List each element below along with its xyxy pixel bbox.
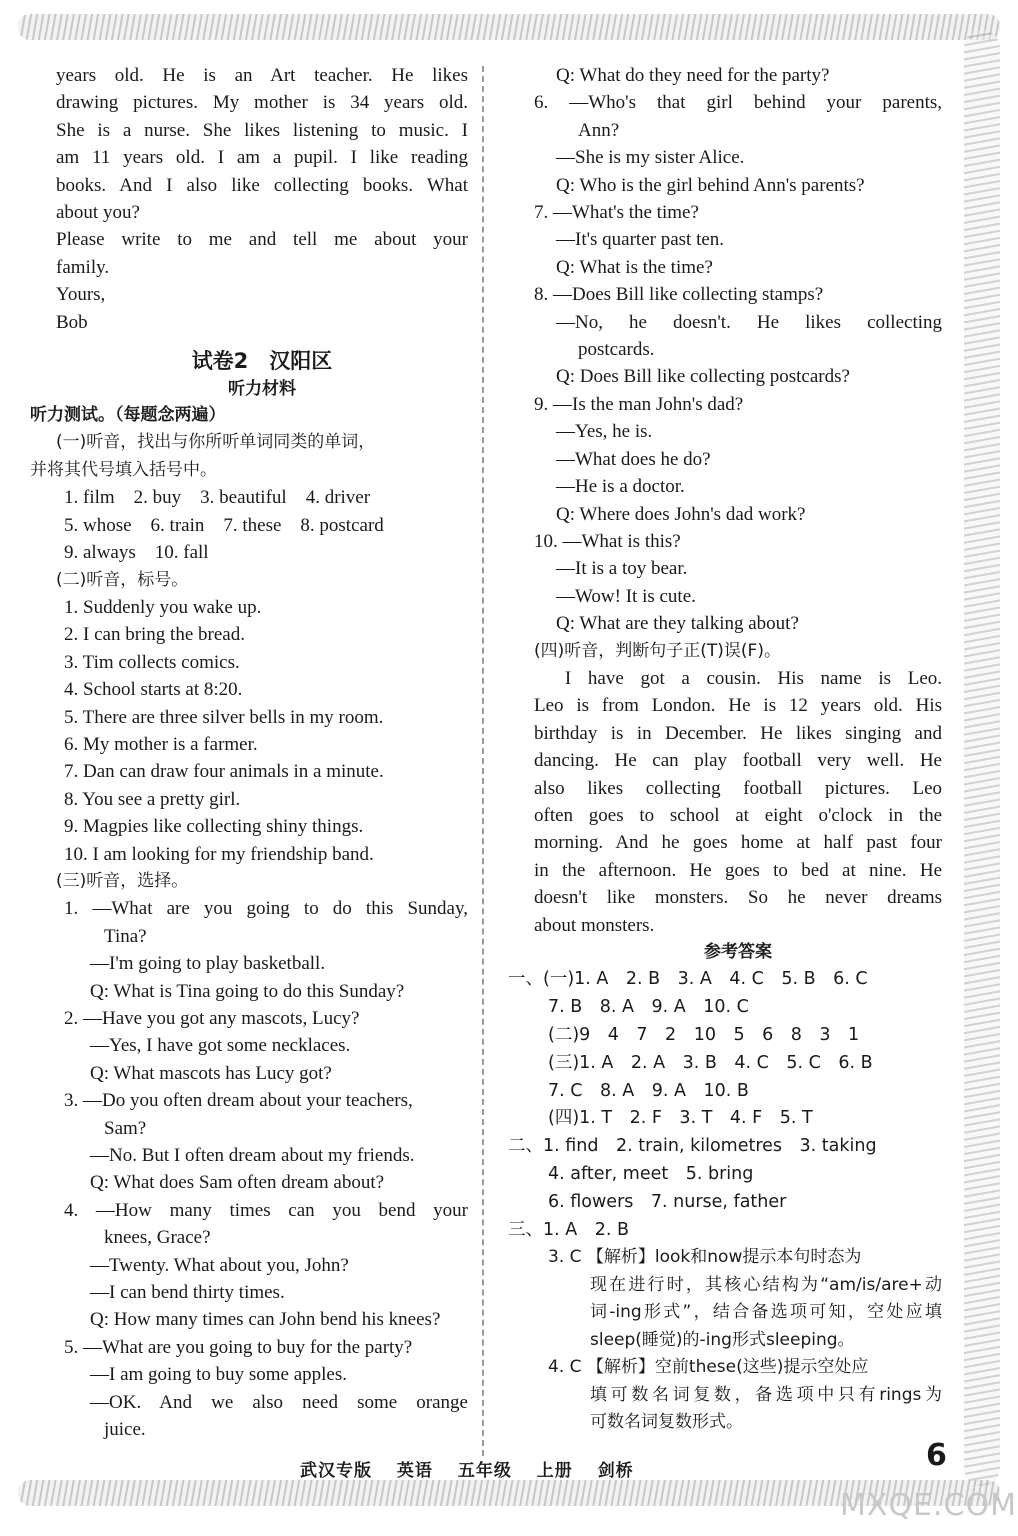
explanation-line: 4. C 【解析】空前these(这些)提示空处应 — [548, 1357, 869, 1378]
dialog-line: Q: What do they need for the party? — [556, 65, 830, 86]
part2-instruction: (二)听音，标号。 — [56, 569, 189, 590]
dialog-line: 3. —Do you often dream about your teachers, — [64, 1090, 413, 1112]
part2-sentence: 7. Dan can draw four animals in a minute. — [64, 761, 384, 783]
dialog-line: —It's quarter past ten. — [556, 229, 725, 251]
dialog-line: —She is my sister Alice. — [556, 147, 745, 169]
dialog-line: —Yes, I have got some necklaces. — [90, 1035, 351, 1057]
passage-line: also likes collecting football pictures. Leo — [534, 777, 942, 799]
dialog-line: —Yes, he is. — [556, 421, 653, 443]
letter-line: am 11 years old. I am a pupil. I like reading — [56, 147, 468, 169]
letter-line: Yours, — [56, 284, 106, 306]
dialog-line: 2. —Have you got any mascots, Lucy? — [64, 1008, 360, 1029]
letter-line: drawing pictures. My mother is 34 years old. — [56, 92, 468, 114]
dialog-line: —Twenty. What about you, John? — [90, 1254, 349, 1276]
dialog-line: 1. —What are you going to do this Sunday, — [64, 898, 468, 920]
material-title: 听力材料 — [228, 379, 296, 400]
passage-line: in the afternoon. He goes to bed at nine. He — [534, 859, 942, 881]
part2-sentence: 2. I can bring the bread. — [64, 624, 245, 646]
dialog-line: Q: Does Bill like collecting postcards? — [556, 366, 850, 388]
passage-line: doesn't like monsters. So he never dreams — [534, 887, 942, 909]
answer-explanations — [534, 1244, 942, 1437]
dialog-line: Q: Who is the girl behind Ann's parents? — [556, 174, 865, 196]
explanation-line: 3. C 【解析】look和now提示本句时态为 — [548, 1247, 862, 1268]
footer-publisher: 剑桥 — [597, 1461, 634, 1481]
part1-words: 9. always 10. fall — [64, 542, 209, 564]
dialog-line: Q: What does Sam often dream about? — [90, 1172, 385, 1194]
explanation-line: 现在进行时，其核心结构为“am/is/are+动 — [590, 1274, 942, 1295]
part1-instruction-cont: 并将其代号填入括号中。 — [30, 459, 217, 480]
dialog-line: —He is a doctor. — [556, 476, 685, 498]
passage-line: often goes to school at eight o'clock in the — [534, 804, 942, 826]
part3-dialog-continued — [534, 62, 942, 638]
dialog-line: Tina? — [104, 925, 147, 947]
part3-dialog-list — [56, 895, 468, 1443]
answer-line: 7. C 8. A 9. A 10. B — [548, 1080, 749, 1101]
column-divider — [482, 66, 484, 1456]
letter-line: about you? — [56, 202, 140, 224]
part1-instruction: (一)听音，找出与你所听单词同类的单词， — [56, 432, 376, 453]
part2-sentence: 9. Magpies like collecting shiny things. — [64, 816, 364, 838]
answer-line: (四)1. T 2. F 3. T 4. F 5. T — [548, 1108, 813, 1129]
dialog-line: Q: What are they talking about? — [556, 613, 799, 635]
watermark: MXQE.COM — [840, 1488, 1017, 1523]
answer-line: 7. B 8. A 9. A 10. C — [548, 997, 749, 1018]
dialog-line: —I can bend thirty times. — [90, 1282, 285, 1304]
footer-volume: 上册 — [536, 1461, 573, 1481]
dialog-line: —No, he doesn't. He likes collecting — [556, 311, 942, 333]
dialog-line: 5. —What are you going to buy for the party? — [64, 1336, 413, 1358]
dialog-line: 4. —How many times can you bend your — [64, 1199, 468, 1221]
part4-passage — [534, 665, 942, 939]
dialog-line: Q: How many times can John bend his knees? — [90, 1309, 441, 1331]
passage-line: about monsters. — [534, 914, 655, 936]
left-column — [30, 62, 468, 1444]
dialog-line: juice. — [104, 1419, 146, 1441]
page-number: 6 — [926, 1438, 947, 1473]
letter-line: Please write to me and tell me about your — [56, 229, 468, 251]
answer-line: (三)1. A 2. A 3. B 4. C 5. C 6. B — [548, 1052, 873, 1073]
dialog-line: 8. —Does Bill like collecting stamps? — [534, 284, 824, 306]
dialog-line: —I am going to buy some apples. — [90, 1364, 347, 1386]
letter-text — [56, 62, 468, 336]
answer-line: 4. after, meet 5. bring — [548, 1163, 754, 1184]
dialog-line: 10. —What is this? — [534, 530, 681, 552]
dialog-line: 9. —Is the man John's dad? — [534, 393, 744, 415]
decorative-border-right — [964, 30, 1000, 1486]
dialog-line: Ann? — [578, 119, 620, 141]
section-title: 听力测试。（每题念两遍） — [30, 405, 226, 426]
dialog-line: —It is a toy bear. — [556, 558, 688, 580]
explanation-line: 可数名词复数形式。 — [590, 1412, 743, 1433]
passage-line: birthday is in December. He likes singing and — [534, 722, 942, 744]
passage-line: morning. And he goes home at half past four — [534, 832, 942, 854]
answer-line: (二)9 4 7 2 10 5 6 8 3 1 — [548, 1025, 860, 1045]
part4-instruction: (四)听音，判断句子正(T)误(F)。 — [534, 640, 781, 661]
letter-line: She is a nurse. She likes listening to music. I — [56, 119, 468, 141]
letter-line: years old. He is an Art teacher. He likes — [56, 65, 468, 86]
dialog-line: knees, Grace? — [104, 1227, 211, 1249]
passage-line: Leo is from London. He is 12 years old. His — [534, 695, 942, 717]
dialog-line: postcards. — [578, 339, 655, 361]
dialog-line: Q: What is the time? — [556, 256, 713, 278]
part2-sentence: 1. Suddenly you wake up. — [64, 596, 262, 618]
dialog-line: Q: What mascots has Lucy got? — [90, 1062, 332, 1084]
answer-line: 三、1. A 2. B — [508, 1219, 629, 1240]
part3-instruction: (三)听音，选择。 — [56, 870, 189, 891]
dialog-line: —No. But I often dream about my friends. — [90, 1145, 415, 1167]
dialog-line: —Wow! It is cute. — [556, 585, 696, 607]
footer-grade: 五年级 — [457, 1461, 512, 1481]
dialog-line: 7. —What's the time? — [534, 202, 699, 224]
explanation-line: 词-ing形式”，结合备选项可知，空处应填 — [590, 1302, 942, 1323]
part2-sentence: 4. School starts at 8:20. — [64, 679, 243, 701]
dialog-line: —What does he do? — [556, 448, 711, 470]
part2-sentence: 6. My mother is a farmer. — [64, 733, 258, 755]
explanation-line: sleep(睡觉)的-ing形式sleeping。 — [590, 1329, 855, 1350]
dialog-line: Q: What is Tina going to do this Sunday? — [90, 980, 405, 1002]
explanation-line: 填可数名词复数，备选项中只有rings为 — [590, 1384, 942, 1405]
footer-edition: 武汉专版 — [300, 1461, 372, 1481]
answer-line: 6. flowers 7. nurse, father — [548, 1191, 787, 1212]
answers-title: 参考答案 — [704, 942, 772, 962]
part2-sentence: 10. I am looking for my friendship band. — [64, 843, 374, 865]
part1-words: 5. whose 6. train 7. these 8. postcard — [64, 514, 384, 536]
dialog-line: Sam? — [104, 1117, 147, 1139]
decorative-border-top — [18, 14, 1000, 40]
passage-line: dancing. He can play football very well. He — [534, 750, 942, 772]
dialog-line: —OK. And we also need some orange — [90, 1391, 468, 1413]
part2-sentence: 3. Tim collects comics. — [64, 651, 240, 673]
passage-line: I have got a cousin. His name is Leo. — [534, 667, 942, 689]
dialog-line: Q: Where does John's dad work? — [556, 503, 806, 525]
right-column — [508, 62, 942, 1437]
footer-subject: 英语 — [396, 1461, 433, 1481]
part1-words: 1. film 2. buy 3. beautiful 4. driver — [64, 487, 371, 509]
dialog-line: —I'm going to play basketball. — [90, 953, 326, 975]
part2-sentence: 8. You see a pretty girl. — [64, 788, 241, 810]
paper-title: 试卷2 汉阳区 — [191, 349, 333, 374]
part2-sentence-list — [56, 594, 468, 868]
page-footer — [300, 1456, 652, 1481]
letter-line: books. And I also like collecting books. What — [56, 174, 468, 196]
part2-sentence: 5. There are three silver bells in my room. — [64, 706, 384, 728]
dialog-line: 6. —Who's that girl behind your parents, — [534, 92, 942, 114]
letter-line: family. — [56, 256, 110, 278]
letter-line: Bob — [56, 311, 88, 333]
answer-line: 二、1. find 2. train, kilometres 3. taking — [508, 1136, 877, 1157]
answer-line: 一、(一)1. A 2. B 3. A 4. C 5. B 6. C — [508, 969, 868, 990]
